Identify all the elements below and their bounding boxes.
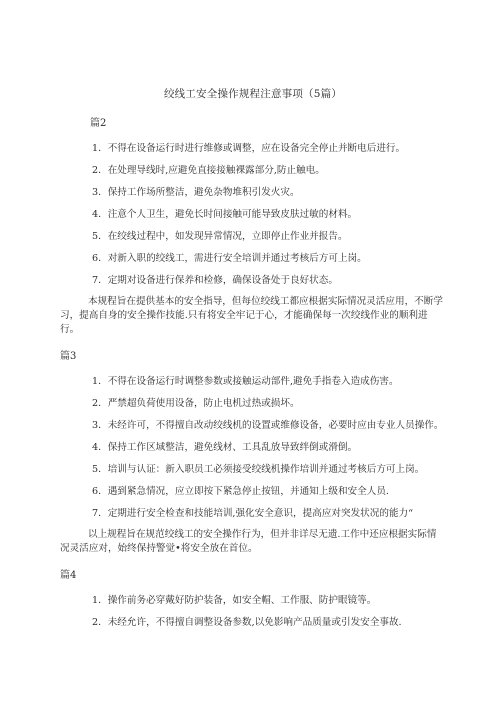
list-item: 7．定期对设备进行保养和检修，确保设备处于良好状态。 [92,275,338,286]
list-item: 4．注意个人卫生，避免长时间接触可能导致皮肤过敏的材料。 [92,209,358,220]
list-item: 2．未经允许，不得擅自调整设备参数,以免影响产品质量或引发安全事故. [92,617,402,628]
list-item: 4．保持工作区域整洁，避免线材、工具乱放导致绊倒或滑倒。 [92,442,358,453]
list-item: 6．对新入职的绞线工，需进行安全培训并通过考核后方可上岗。 [92,253,367,264]
list-item: 2．在处理导线时,应避免直接接触裸露部分,防止触电。 [92,165,325,176]
list-item: 5．在绞线过程中，如发现异常情况，立即停止作业并报告。 [92,231,348,242]
section-summary: 本规程旨在提供基本的安全指导，但每位绞线工都应根据实际情况灵活应用，不断学习，提高自身的安全操作技能.只有将安全牢记于心，才能确保每一次绞线作业的顺利进行。 [60,296,443,335]
section-heading: 篇4 [60,570,77,581]
document-title: 绞线工安全操作规程注意事项（5篇） [163,88,343,100]
list-item: 1．不得在设备运行时进行维修或调整，应在设备完全停止并断电后进行。 [92,143,406,154]
list-item: 3．未经许可，不得擅自改动绞线机的设置或维修设备，必要时应由专业人员操作。 [92,420,444,431]
section-heading: 篇3 [60,351,77,362]
list-item: 3．保持工作场所整洁，避免杂物堆积引发火灾。 [92,187,300,198]
section-heading: 篇2 [90,118,107,129]
list-item: 1．操作前务必穿戴好防护装备，如安全帽、工作服、防护眼镜等。 [92,595,377,606]
list-item: 5．培训与认证：新入职员工必须接受绞线机操作培训并通过考核后方可上岗。 [92,464,425,475]
list-item: 1．不得在设备运行时调整参数或接触运动部件,避免手指卷入造成伤害。 [92,376,399,387]
list-item: 6．遇到紧急情况，应立即按下紧急停止按钮，并通知上级和安全人员. [92,486,389,497]
list-item: 7．定期进行安全检查和技能培训,强化安全意识，提高应对突发状况的能力“ [92,508,414,519]
section-summary: 以上规程旨在规范绞线工的安全操作行为，但并非详尽无遗.工作中还应根据实际情况灵活应对，始终保持警觉•将安全放在首位。 [60,529,437,554]
list-item: 2．严禁超负荷使用设备，防止电机过热或损坏。 [92,398,300,409]
